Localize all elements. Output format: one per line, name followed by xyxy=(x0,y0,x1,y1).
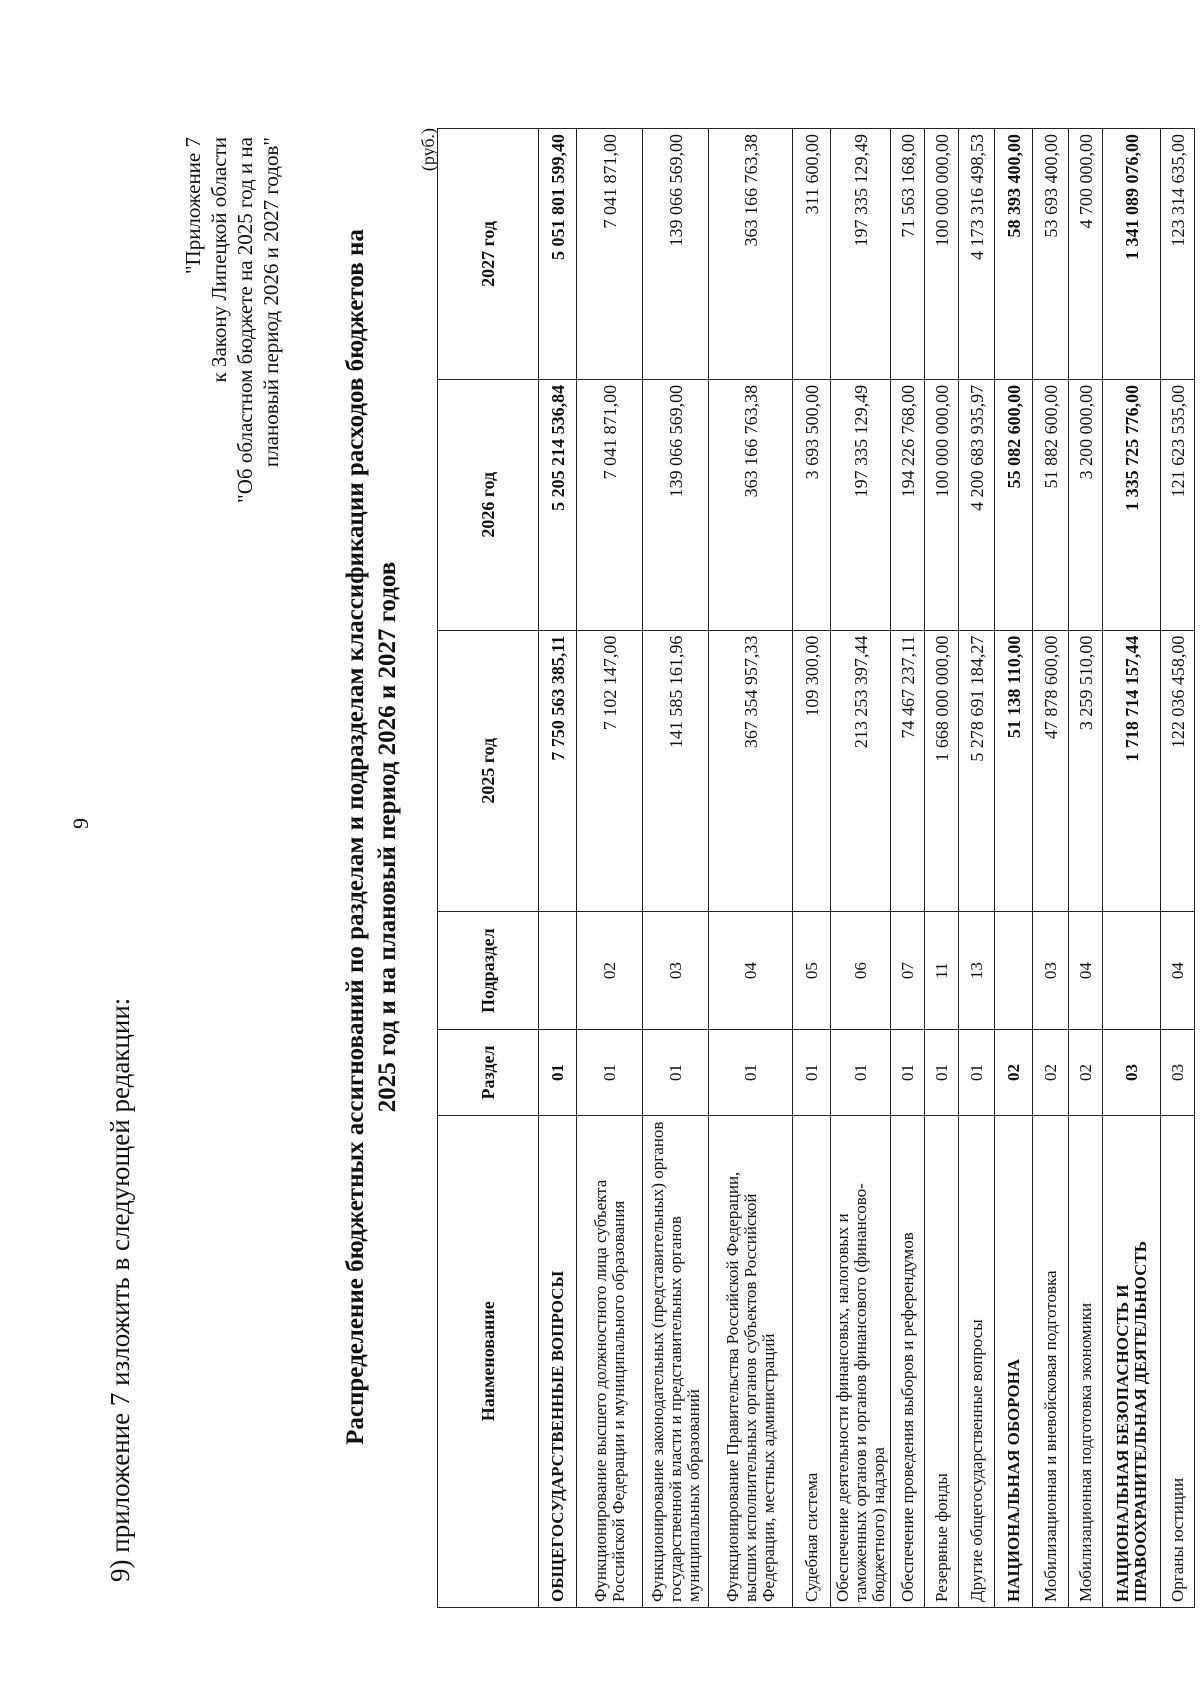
row-2026-cell: 1 335 725 776,00 xyxy=(1103,379,1161,630)
row-2026-cell: 5 205 214 536,84 xyxy=(539,379,577,630)
row-2026-cell: 55 082 600,00 xyxy=(995,379,1033,630)
row-razdel-cell: 01 xyxy=(831,1030,891,1115)
row-razdel-cell: 03 xyxy=(1103,1030,1161,1115)
row-2026-cell: 3 200 000,00 xyxy=(1069,379,1103,630)
row-2025-cell: 7 750 563 385,11 xyxy=(539,630,577,911)
header-podrazdel: Подраздел xyxy=(438,911,539,1030)
table-row xyxy=(925,129,959,1608)
row-2026-cell: 194 226 768,00 xyxy=(891,379,925,630)
table-row xyxy=(995,129,1033,1608)
row-2027-cell: 197 335 129,49 xyxy=(831,129,891,380)
table-row xyxy=(831,129,891,1608)
table-header-row xyxy=(438,129,539,1608)
row-razdel-cell: 02 xyxy=(995,1030,1033,1115)
row-2027-cell: 311 600,00 xyxy=(793,129,831,380)
document-title xyxy=(340,117,404,1557)
title-line: 2025 год и на плановый период 2026 и 2027 годов xyxy=(374,561,401,1113)
table-row xyxy=(959,129,995,1608)
row-name-cell: Функционирование Правительства Российской Федерации, высших исполнительных органов субъектов Российской Федерации, местных администраций xyxy=(709,1115,793,1607)
row-2027-cell: 4 700 000,00 xyxy=(1069,129,1103,380)
row-2025-cell: 141 585 161,96 xyxy=(643,630,709,911)
row-podrazdel-cell: 11 xyxy=(925,911,959,1030)
table-row xyxy=(1069,129,1103,1608)
row-podrazdel-cell: 07 xyxy=(891,911,925,1030)
row-2025-cell: 213 253 397,44 xyxy=(831,630,891,911)
appendix-line: к Закону Липецкой области xyxy=(207,137,231,383)
row-razdel-cell: 01 xyxy=(709,1030,793,1115)
row-2025-cell: 1 718 714 157,44 xyxy=(1103,630,1161,911)
title-line: Распределение бюджетных ассигнований по разделам и подразделам классификации расходов бюджетов на xyxy=(342,229,369,1445)
row-podrazdel-cell: 05 xyxy=(793,911,831,1030)
row-2027-cell: 53 693 400,00 xyxy=(1033,129,1069,380)
row-name-cell: ОБЩЕГОСУДАРСТВЕННЫЕ ВОПРОСЫ xyxy=(539,1115,577,1607)
row-2027-cell: 139 066 569,00 xyxy=(643,129,709,380)
row-2025-cell: 7 102 147,00 xyxy=(577,630,643,911)
row-razdel-cell: 02 xyxy=(1033,1030,1069,1115)
intro-text: 9) приложение 7 изложить в следующей редакции: xyxy=(105,997,135,1582)
row-2027-cell: 71 563 168,00 xyxy=(891,129,925,380)
row-2027-cell: 58 393 400,00 xyxy=(995,129,1033,380)
row-2027-cell: 1 341 089 076,00 xyxy=(1103,129,1161,380)
row-name-cell: НАЦИОНАЛЬНАЯ БЕЗОПАСНОСТЬ И ПРАВООХРАНИТЕЛЬНАЯ ДЕЯТЕЛЬНОСТЬ xyxy=(1103,1115,1161,1607)
row-2025-cell: 3 259 510,00 xyxy=(1069,630,1103,911)
row-2025-cell: 122 036 458,00 xyxy=(1161,630,1195,911)
row-2025-cell: 1 668 000 000,00 xyxy=(925,630,959,911)
row-name-cell: Другие общегосударственные вопросы xyxy=(959,1115,995,1607)
row-podrazdel-cell: 04 xyxy=(709,911,793,1030)
table-row xyxy=(709,129,793,1608)
row-2025-cell: 47 878 600,00 xyxy=(1033,630,1069,911)
row-razdel-cell: 01 xyxy=(959,1030,995,1115)
row-podrazdel-cell: 06 xyxy=(831,911,891,1030)
row-podrazdel-cell: 03 xyxy=(1033,911,1069,1030)
page-number: 9 xyxy=(68,818,93,829)
row-razdel-cell: 03 xyxy=(1161,1030,1195,1115)
row-2026-cell: 4 200 683 935,97 xyxy=(959,379,995,630)
row-2027-cell: 123 314 635,00 xyxy=(1161,129,1195,380)
appendix-line: "Приложение 7 xyxy=(181,137,205,275)
row-2027-cell: 5 051 801 599,40 xyxy=(539,129,577,380)
table-row xyxy=(1033,129,1069,1608)
row-podrazdel-cell: 02 xyxy=(577,911,643,1030)
row-name-cell: Мобилизационная и вневойсковая подготовка xyxy=(1033,1115,1069,1607)
header-2025: 2025 год xyxy=(438,630,539,911)
row-podrazdel-cell xyxy=(995,911,1033,1030)
row-podrazdel-cell: 04 xyxy=(1161,911,1195,1030)
table-row xyxy=(1103,129,1161,1608)
table-row xyxy=(1161,129,1195,1608)
row-name-cell: Функционирование высшего должностного лица субъекта Российской Федерации и муниципального образования xyxy=(577,1115,643,1607)
appendix-line: плановый период 2026 и 2027 годов" xyxy=(259,137,283,468)
row-name-cell: НАЦИОНАЛЬНАЯ ОБОРОНА xyxy=(995,1115,1033,1607)
row-2026-cell: 197 335 129,49 xyxy=(831,379,891,630)
table-body xyxy=(539,129,1195,1608)
row-razdel-cell: 01 xyxy=(793,1030,831,1115)
row-2026-cell: 51 882 600,00 xyxy=(1033,379,1069,630)
row-2026-cell: 139 066 569,00 xyxy=(643,379,709,630)
row-2026-cell: 3 693 500,00 xyxy=(793,379,831,630)
row-2026-cell: 100 000 000,00 xyxy=(925,379,959,630)
header-2027: 2027 год xyxy=(438,129,539,380)
row-name-cell: Судебная система xyxy=(793,1115,831,1607)
row-2026-cell: 7 041 871,00 xyxy=(577,379,643,630)
row-razdel-cell: 01 xyxy=(539,1030,577,1115)
row-2025-cell: 5 278 691 184,27 xyxy=(959,630,995,911)
row-2025-cell: 109 300,00 xyxy=(793,630,831,911)
row-2027-cell: 7 041 871,00 xyxy=(577,129,643,380)
header-name: Наименование xyxy=(438,1115,539,1607)
row-razdel-cell: 01 xyxy=(891,1030,925,1115)
row-razdel-cell: 01 xyxy=(925,1030,959,1115)
row-name-cell: Обеспечение проведения выборов и референдумов xyxy=(891,1115,925,1607)
row-2026-cell: 121 623 535,00 xyxy=(1161,379,1195,630)
row-2027-cell: 4 173 316 498,53 xyxy=(959,129,995,380)
row-podrazdel-cell: 04 xyxy=(1069,911,1103,1030)
table-row xyxy=(577,129,643,1608)
row-2027-cell: 100 000 000,00 xyxy=(925,129,959,380)
row-2025-cell: 74 467 237,11 xyxy=(891,630,925,911)
table-row xyxy=(793,129,831,1608)
row-2026-cell: 363 166 763,38 xyxy=(709,379,793,630)
row-name-cell: Резервные фонды xyxy=(925,1115,959,1607)
row-razdel-cell: 01 xyxy=(643,1030,709,1115)
row-name-cell: Мобилизационная подготовка экономики xyxy=(1069,1115,1103,1607)
unit-label: (руб.) xyxy=(418,128,438,172)
table-row xyxy=(891,129,925,1608)
row-2025-cell: 367 354 957,33 xyxy=(709,630,793,911)
row-podrazdel-cell xyxy=(539,911,577,1030)
row-2025-cell: 51 138 110,00 xyxy=(995,630,1033,911)
header-2026: 2026 год xyxy=(438,379,539,630)
row-name-cell: Органы юстиции xyxy=(1161,1115,1195,1607)
table-row xyxy=(643,129,709,1608)
row-podrazdel-cell: 13 xyxy=(959,911,995,1030)
table-row xyxy=(539,129,577,1608)
row-razdel-cell: 02 xyxy=(1069,1030,1103,1115)
row-2027-cell: 363 166 763,38 xyxy=(709,129,793,380)
row-name-cell: Функционирование законодательных (представительных) органов государственной власти и представительных органов муниципальных образований xyxy=(643,1115,709,1607)
row-podrazdel-cell xyxy=(1103,911,1161,1030)
header-razdel: Раздел xyxy=(438,1030,539,1115)
appendix-header xyxy=(180,137,284,757)
budget-table xyxy=(437,128,1195,1608)
appendix-line: "Об областном бюджете на 2025 год и на xyxy=(233,137,257,503)
row-podrazdel-cell: 03 xyxy=(643,911,709,1030)
row-razdel-cell: 01 xyxy=(577,1030,643,1115)
row-name-cell: Обеспечение деятельности финансовых, налоговых и таможенных органов и органов финансового (финансово-бюджетного) надзора xyxy=(831,1115,891,1607)
